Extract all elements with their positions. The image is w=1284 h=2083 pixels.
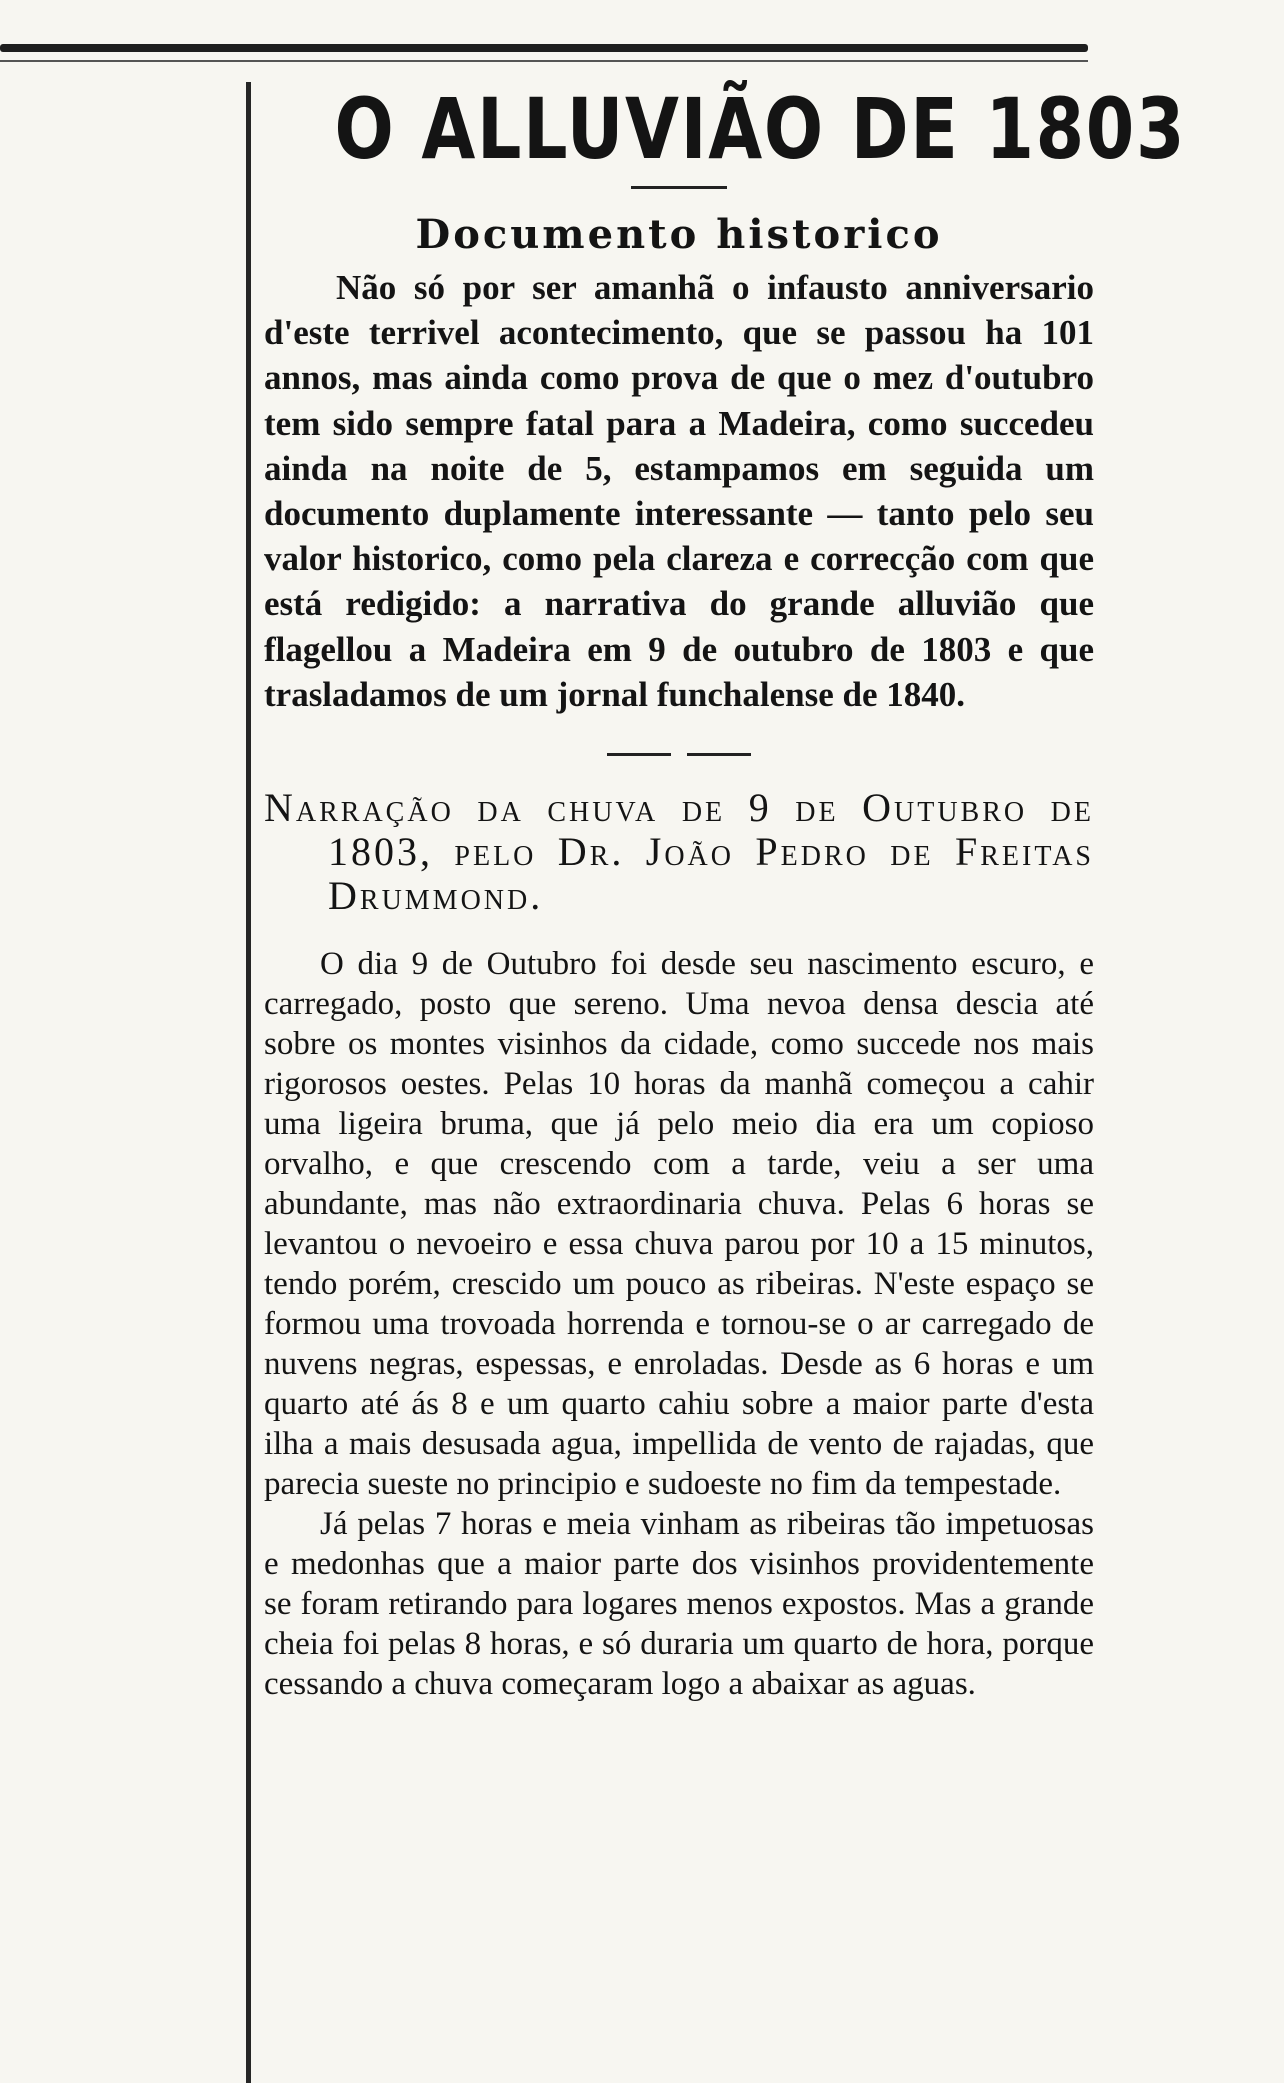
top-rule-thin [0,60,1088,62]
narration-paragraph-2: Já pelas 7 horas e meia vinham as ribeiras tão impetuosas e medonhas que a maior parte dos visinhos providentemente se foram retirando para logares menos expostos. Mas a grande cheia foi pelas 8 horas, e só duraria um quarto de hora, porque cessando a chuva começaram logo a abaixar as aguas. [264,1506,1094,1703]
intro-paragraph: Não só por ser amanhã o infausto anniversario d'este terrivel acontecimento, que se passou ha 101 annos, mas ainda como prova de que o mez d'outubro tem sido sempre fatal para a Madeira, como succedeu ainda na noite de 5, estampamos em seguida um documento duplamente interessante — tanto pelo seu valor historico, como pela clareza e correcção com que está redigido: a narrativa do grande alluvião que flagellou a Madeira em 9 de outubro de 1803 e que trasladamos de um jornal funchalense de 1840. [264,268,1094,714]
section-separator [264,753,1094,756]
narration-title: Narração da chuva de 9 de Outubro de 1803, pelo Dr. João Pedro de Freitas Drummond. [264,785,1094,919]
column-rule [246,82,251,2083]
top-rule [0,44,1088,52]
article-column [264,80,1187,1704]
subheadline: Documento historico [415,211,943,258]
headline-dash [631,186,727,189]
narration-paragraph-1: O dia 9 de Outubro foi desde seu nascimento escuro, e carregado, posto que sereno. Uma nevoa densa descia até sobre os montes visinhos da cidade, como succede nos mais rigorosos oestes. Pelas 10 horas da manhã começou a cahir uma ligeira bruma, que já pelo meio dia era um copioso orvalho, e que crescendo com a tarde, veiu a ser uma abundante, mas não extraordinaria chuva. Pelas 6 horas se levantou o nevoeiro e essa chuva parou por 10 a 15 minutos, tendo porém, crescido um pouco as ribeiras. N'este espaço se formou uma trovoada horrenda e tornou-se o ar carregado de nuvens negras, espessas, e enroladas. Desde as 6 horas e um quarto até ás 8 e um quarto cahiu sobre a maior parte d'esta ilha a mais desusada agua, impellida de vento de rajadas, que parecia sueste no principio e sudoeste no fim da tempestade. [264,946,1094,1503]
headline: O ALLUVIÃO DE 1803 [334,80,1187,178]
